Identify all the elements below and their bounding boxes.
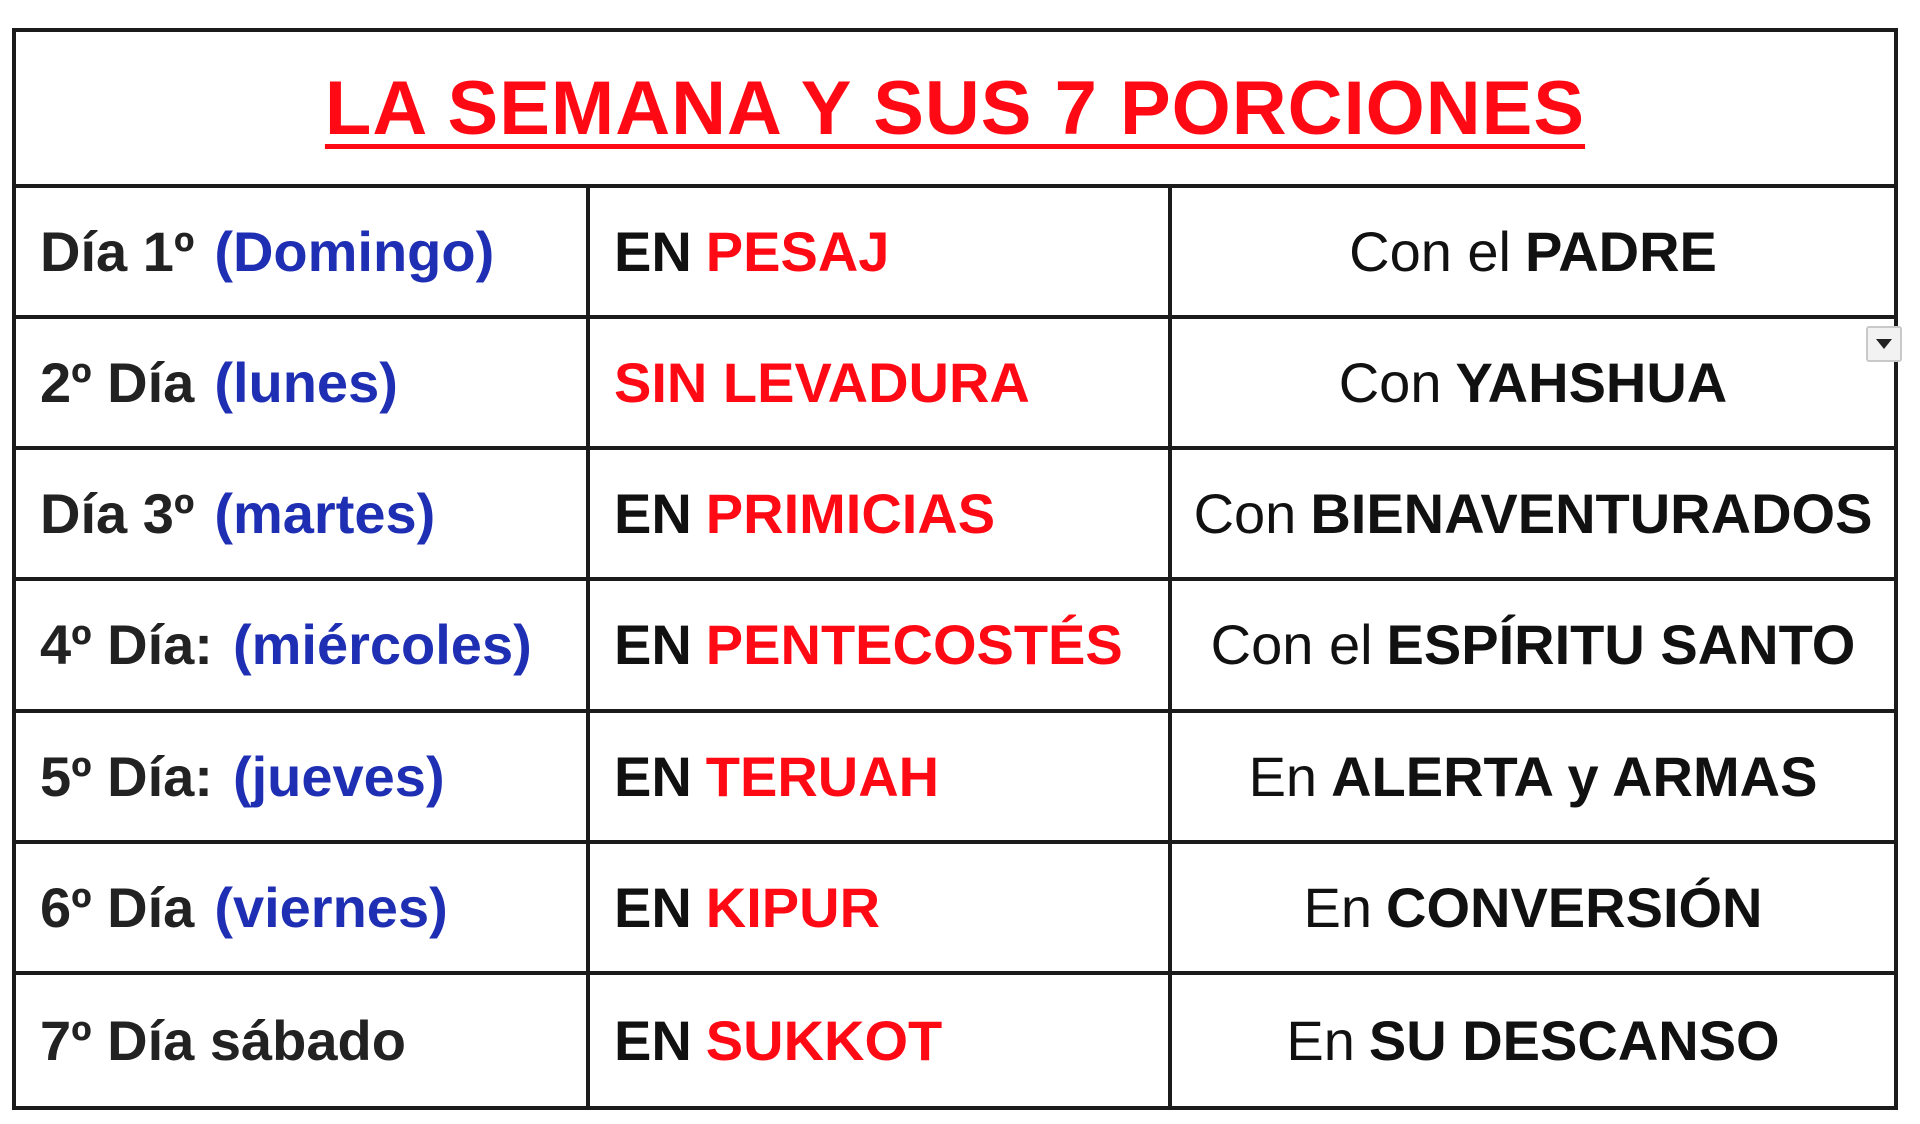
- fiesta-cell: [590, 844, 1172, 975]
- with-prefix: Con el: [1349, 220, 1511, 284]
- with-cell: [1172, 581, 1894, 712]
- day-label: 7º Día sábado: [40, 1008, 406, 1072]
- day-cell: [16, 581, 590, 712]
- with-name: YAHSHUA: [1455, 351, 1728, 415]
- with-name: ALERTA y ARMAS: [1331, 744, 1818, 808]
- weekly-portions-table: [12, 28, 1898, 1110]
- weekday-name: (lunes): [214, 351, 398, 415]
- with-prefix: Con el: [1210, 613, 1373, 677]
- with-prefix: En: [1248, 744, 1318, 808]
- fiesta-prefix: EN: [614, 1008, 692, 1072]
- weekday-name: (jueves): [232, 744, 445, 808]
- fiesta-name: SIN LEVADURA: [614, 351, 1030, 415]
- with-prefix: En: [1303, 875, 1372, 939]
- with-prefix: Con: [1193, 482, 1297, 546]
- weekday-name: (miércoles): [232, 613, 532, 677]
- day-label: Día 1º: [40, 220, 195, 284]
- table-title: LA SEMANA Y SUS 7 PORCIONES: [324, 65, 1586, 151]
- with-cell: [1172, 319, 1894, 450]
- with-cell: [1172, 188, 1894, 319]
- fiesta-cell: [590, 581, 1172, 712]
- day-cell: [16, 319, 590, 450]
- day-cell: [16, 188, 590, 319]
- weekday-name: (viernes): [214, 875, 448, 939]
- fiesta-cell: [590, 188, 1172, 319]
- day-label: Día 3º: [40, 482, 195, 546]
- dropdown-button[interactable]: [1866, 326, 1902, 362]
- fiesta-name: PRIMICIAS: [705, 482, 996, 546]
- with-prefix: En: [1286, 1008, 1355, 1072]
- chevron-down-icon: [1875, 338, 1893, 350]
- with-name: PADRE: [1525, 220, 1717, 284]
- with-cell: [1172, 713, 1894, 844]
- with-name: SU DESCANSO: [1368, 1008, 1780, 1072]
- fiesta-prefix: EN: [614, 744, 692, 808]
- fiesta-prefix: EN: [614, 220, 692, 284]
- fiesta-name: TERUAH: [705, 744, 940, 808]
- day-label: 5º Día:: [40, 744, 213, 808]
- day-cell: [16, 713, 590, 844]
- fiesta-cell: [590, 713, 1172, 844]
- fiesta-name: PESAJ: [705, 220, 890, 284]
- fiesta-prefix: EN: [614, 482, 692, 546]
- with-cell: [1172, 975, 1894, 1106]
- with-prefix: Con: [1338, 351, 1442, 415]
- with-name: CONVERSIÓN: [1386, 875, 1763, 939]
- day-cell: [16, 975, 590, 1106]
- fiesta-name: KIPUR: [705, 875, 881, 939]
- day-cell: [16, 450, 590, 581]
- fiesta-name: PENTECOSTÉS: [705, 613, 1123, 677]
- day-label: 2º Día: [40, 351, 195, 415]
- fiesta-prefix: EN: [614, 613, 692, 677]
- with-cell: [1172, 844, 1894, 975]
- with-name: ESPÍRITU SANTO: [1386, 613, 1856, 677]
- weekday-name: (martes): [214, 482, 436, 546]
- with-cell: [1172, 450, 1894, 581]
- fiesta-cell: [590, 975, 1172, 1106]
- fiesta-cell: [590, 319, 1172, 450]
- day-label: 4º Día:: [40, 613, 213, 677]
- fiesta-prefix: EN: [614, 875, 692, 939]
- fiesta-cell: [590, 450, 1172, 581]
- with-name: BIENAVENTURADOS: [1310, 482, 1873, 546]
- day-cell: [16, 844, 590, 975]
- table-title-cell: [16, 32, 1894, 188]
- weekday-name: (Domingo): [214, 220, 495, 284]
- fiesta-name: SUKKOT: [705, 1008, 943, 1072]
- day-label: 6º Día: [40, 875, 195, 939]
